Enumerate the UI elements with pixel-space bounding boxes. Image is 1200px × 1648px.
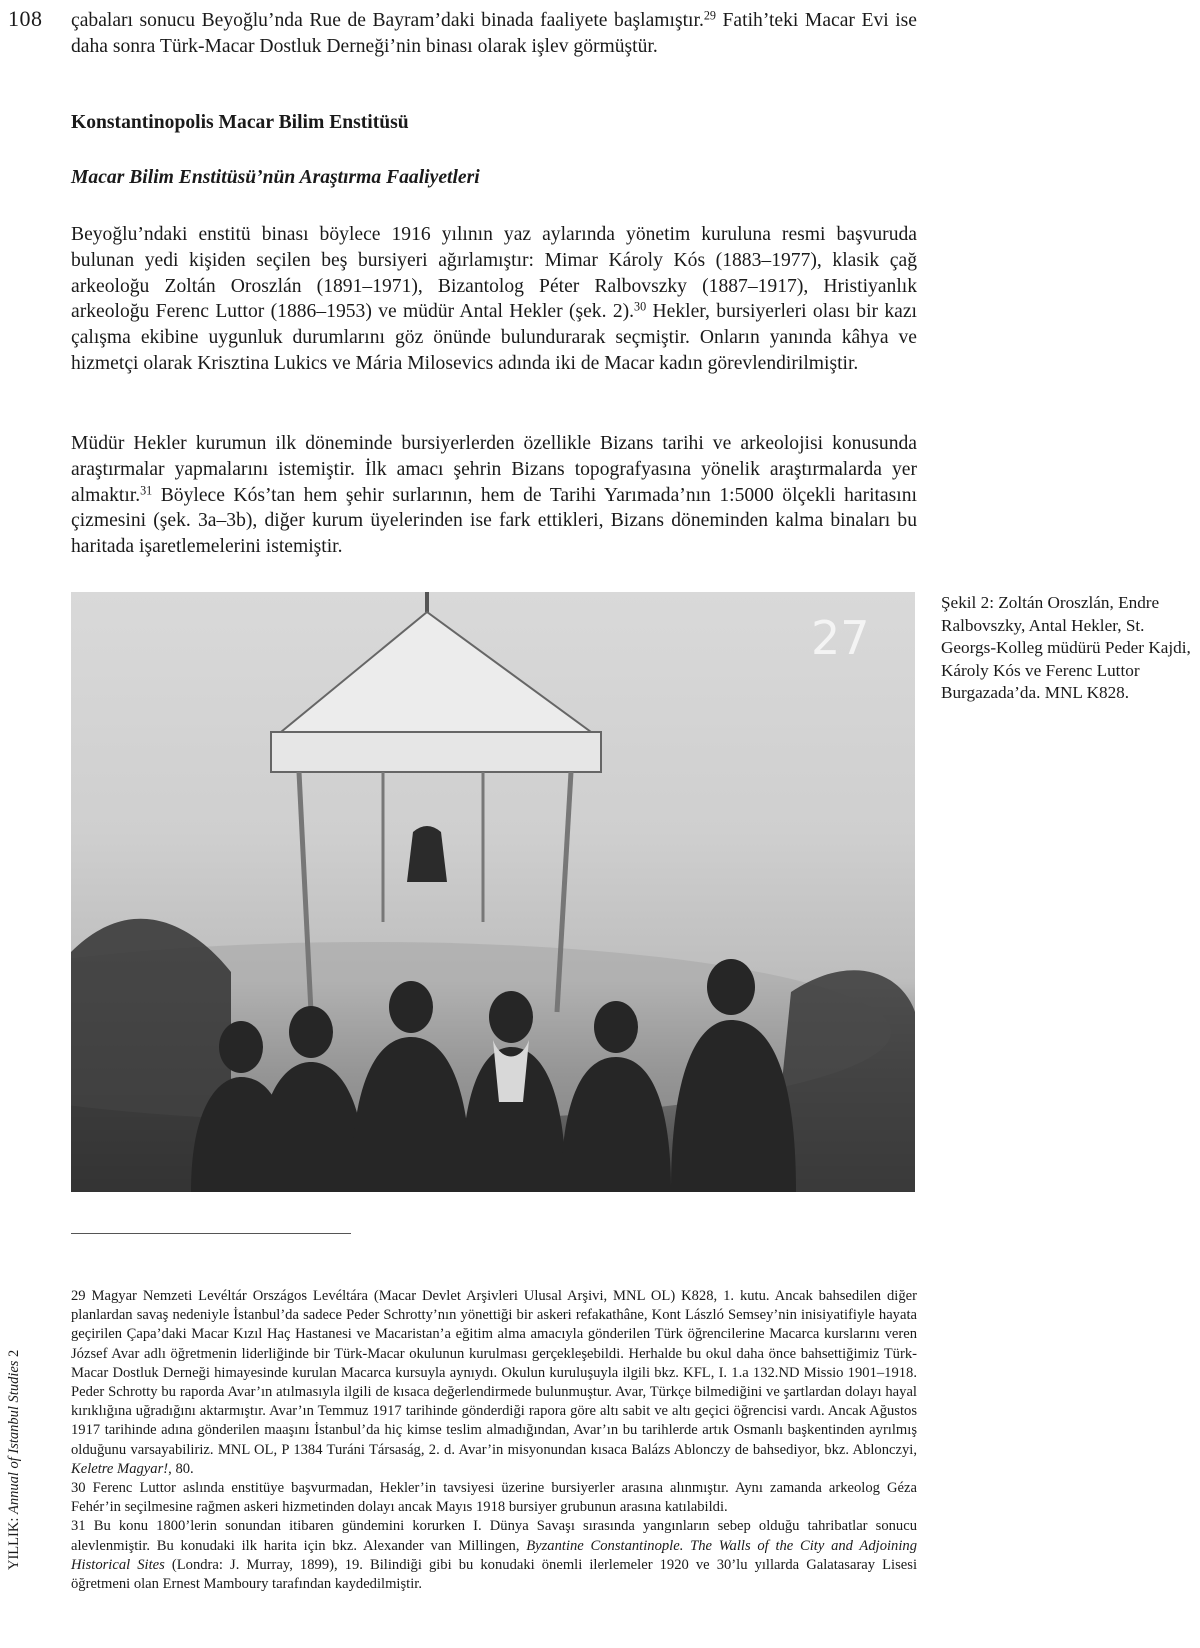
figure-photograph — [71, 592, 915, 1192]
running-title-volume: 2 — [6, 1349, 22, 1361]
footnote-text-2: , 80. — [168, 1460, 194, 1477]
subsection-heading: Macar Bilim Enstitüsü’nün Araştırma Faaliyetleri — [71, 167, 480, 188]
footnote-text-2: (Londra: J. Murray, 1899), 19. Bilindiği gibi bu konudaki önemli ilerlemeler 1920 ve 30’lu yıllarda Galatasaray Lisesi öğretmeni olan Ernest Mamboury tarafından kaydedilmiştir. — [71, 1556, 918, 1593]
footnote-number: 29 — [71, 1288, 86, 1304]
paragraph-2-text: Müdür Hekler kurumun ilk döneminde bursiyerlerden özellikle Bizans tarihi ve arkeolojisi konusunda araştırmalar yapmalarını istemiştir. İlk amacı şehrin Bizans topografyasına yönelik araştırmalarda yer almaktır. — [71, 433, 917, 506]
footnote-29 — [71, 1287, 917, 1479]
paragraph-1-text-2: Hekler, bursiyerleri olası bir kazı çalışma ekibine uygunluk durumlarını göz önünde bulundurarak seçmiştir. Onların yanında kâhya ve hizmetçi olarak Krisztina Lukics ve Mária Milosevics adında iki de Macar kadın görevlendirilmiştir. — [71, 301, 918, 374]
footnote-italic: Keletre Magyar! — [71, 1460, 169, 1477]
top-paragraph — [71, 8, 917, 60]
running-title — [6, 1350, 23, 1570]
footnote-text: Bu konu 1800’lerin sonundan itibaren gündemini korurken I. Dünya Savaşı sırasında yangınların sebep olduğu tahribatlar sonucu alevlenmiştir. Bu konudaki ilk harita için bkz. Alexander van Millingen, — [71, 1518, 918, 1554]
footnote-31 — [71, 1517, 917, 1594]
figure-caption: Şekil 2: Zoltán Oroszlán, Endre Ralbovszky, Antal Hekler, St. Georgs-Kolleg müdürü Peder Kajdi, Károly Kós ve Ferenc Luttor Burgazada’da. MNL K828. — [941, 593, 1191, 703]
top-paragraph-text-2: Fatih’teki Macar Evi ise daha sonra Türk-Macar Dostluk Derneği’nin binası olarak işlev görmüştür. — [71, 10, 918, 57]
running-title-journal: Annual of Istanbul Studies — [6, 1360, 22, 1515]
page-number: 108 — [8, 6, 43, 31]
paragraph-2-text-2: Böylece Kós’tan hem şehir surlarının, hem de Tarihi Yarımada’nın 1:5000 ölçekli haritasını çizmesini (şek. 3a–3b), diğer kurum üyelerinden ise fark ettikleri, Bizans döneminden kalma binaları bu haritada işaretlemelerini istemiştir. — [71, 484, 917, 558]
paragraph-1-text: Beyoğlu’ndaki enstitü binası böylece 1916 yılının yaz aylarında yönetim kuruluna resmi başvuruda bulunan yedi kişiden seçilen beş bursiyeri ağırlamıştır: Mimar Károly Kós (1883–1977), klasik çağ arkeoloğu Zoltán Oroszlán (1891–1971), Bizantolog Péter Ralbovszky (1887–1917), Hristiyanlık arkeoloğu Ferenc Luttor (1886–1953) ve müdür Antal Hekler (şek. 2). — [71, 224, 917, 323]
running-title-prefix: YILLIK: — [6, 1514, 22, 1570]
figure-photo-drawing — [71, 592, 915, 1192]
paragraph-1 — [71, 222, 917, 377]
footnote-30 — [71, 1479, 917, 1517]
paragraph-2 — [71, 431, 917, 560]
footnotes — [71, 1287, 917, 1594]
section-heading: Konstantinopolis Macar Bilim Enstitüsü — [71, 112, 409, 133]
footnote-number: 30 — [71, 1480, 86, 1497]
footnote-text: Ferenc Luttor aslında enstitüye başvurmadan, Hekler’in tavsiyesi üzerine bursiyerler arasına alınmıştır. Aynı zamanda arkeolog Géza Fehér’in seçilmesine rağmen askeri hizmetinden dolayı ancak Mayıs 1918 bursiyer grubunun arasına katılabildi. — [71, 1480, 917, 1516]
footnote-italic: Byzantine Constantinople. The Walls of the City and Adjoining Historical Sites — [71, 1537, 917, 1573]
photo-number: 27 — [811, 611, 870, 665]
footnote-ref-30[interactable]: 30 — [634, 299, 647, 314]
footnote-ref-31[interactable]: 31 — [140, 482, 153, 497]
footnote-ref-29[interactable]: 29 — [703, 8, 716, 23]
footnote-text: Magyar Nemzeti Levéltár Országos Levéltára (Macar Devlet Arşivleri Ulusal Arşivi, MNL OL) K828, 1. kutu. Ancak bahsedilen diğer planlardan savaş nedeniyle İstanbul’da sadece Peder Schrotty’nın yönettiği bir askeri refakathâne, Kont László Semsey’nin inisiyatifiyle hayata geçirilen Çapa’daki Macar Kızıl Haç Hastanesi ve Macaristan’a eğitim alma amacıyla gönderilen Türk öğrencilerine Macarca kurslarını veren József Avar adlı öğretmenin liderliğinde bir Türk-Macar okulunun kurulması gerçekleşebildi. Herhalde bu okul daha önce bahsettiğimiz Türk-Macar Dostluk Derneği himayesinde kurulan Macarca kursuyla aynıydı. Okulun kuruluşuyla ilgili bkz. KFL, I. 1.a 132.ND Missio 1901–1918. Peder Schrotty bu raporda Avar’ın atılmasıyla ilgili de kısaca değerlendirmede bulunmuştur. Avar, Türkçe bilmediğini ve şartlardan dolayı hayal kırıklığına uğradığını aktarmıştır. Avar’ın Temmuz 1917 tarihinde gönderdiği rapora göre altı sabit ve altı geçici öğrencisi vardı. Ancak Ağustos 1917 tarihinde adına gönderilen maaşını İstanbul’da hiç kimse teslim almadığından, Avar’ın bu tarihlerde artık Osmanlı başkentinden ayrılmış olduğunu varsayabiliriz. MNL OL, P 1384 Turáni Társaság, 2. d. Avar’in misyonundan kısaca Balázs Ablonczy de bahsediyor, bkz. Ablonczyi, — [71, 1288, 917, 1458]
top-paragraph-text: çabaları sonucu Beyoğlu’nda Rue de Bayram’daki binada faaliyete başlamıştır. — [71, 10, 704, 31]
footnote-divider — [71, 1233, 351, 1234]
footnote-number: 31 — [71, 1518, 86, 1535]
